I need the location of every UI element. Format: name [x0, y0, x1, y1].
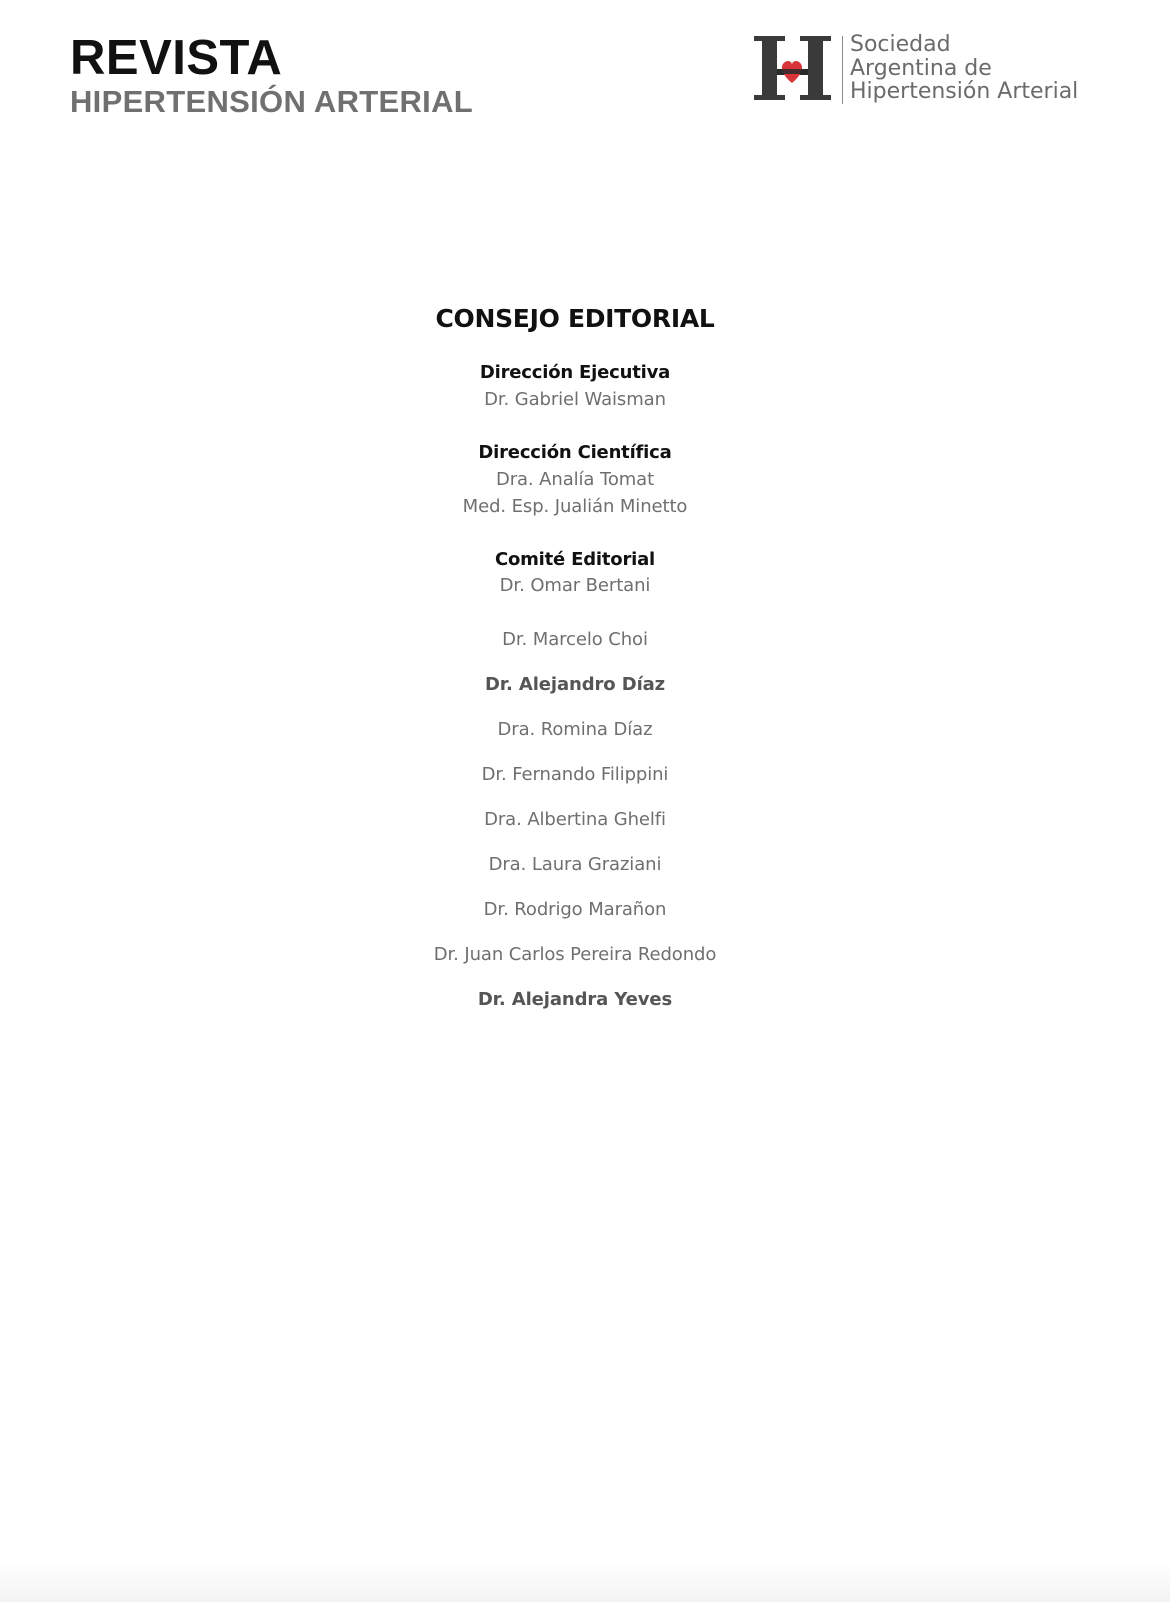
member-name: Dra. Romina Díaz [497, 719, 653, 740]
journal-subtitle: HIPERTENSIÓN ARTERIAL [70, 84, 474, 119]
section-heading: Dirección Científica [478, 442, 672, 463]
member-name: Dra. Analía Tomat [495, 469, 655, 490]
editorial-board [0, 300, 1150, 1049]
member-name: Dra. Albertina Ghelfi [484, 809, 666, 830]
society-name-line: Sociedad [850, 32, 951, 57]
member-name: Dra. Laura Graziani [488, 854, 662, 875]
page-bottom-shade [0, 1562, 1170, 1602]
member-name: Dr. Omar Bertani [499, 575, 651, 596]
member-name: Dr. Gabriel Waisman [484, 389, 666, 410]
member-name: Dr. Juan Carlos Pereira Redondo [433, 944, 717, 965]
society-name-line: Hipertensión Arterial [850, 79, 1079, 104]
society-name [850, 33, 1110, 104]
member-name: Dr. Alejandra Yeves [477, 989, 673, 1010]
logo-divider [842, 36, 843, 104]
section-executive-direction [0, 360, 1150, 413]
member-name: Dr. Fernando Filippini [481, 764, 669, 785]
member-name: Dr. Rodrigo Marañon [483, 899, 667, 920]
section-heading: Comité Editorial [494, 549, 656, 570]
letter-h-heart-logo-icon [752, 34, 836, 102]
section-scientific-direction [0, 440, 1150, 520]
journal-masthead [70, 30, 473, 120]
member-name: Dr. Marcelo Choi [502, 629, 648, 650]
member-name: Med. Esp. Jualián Minetto [462, 496, 688, 517]
member-name: Dr. Alejandro Díaz [484, 674, 666, 695]
society-name-line: Argentina de [850, 55, 992, 81]
board-title: CONSEJO EDITORIAL [435, 304, 715, 333]
journal-title: REVISTA [70, 31, 283, 85]
section-heading: Dirección Ejecutiva [479, 362, 671, 383]
section-editorial-committee [0, 547, 1150, 1022]
